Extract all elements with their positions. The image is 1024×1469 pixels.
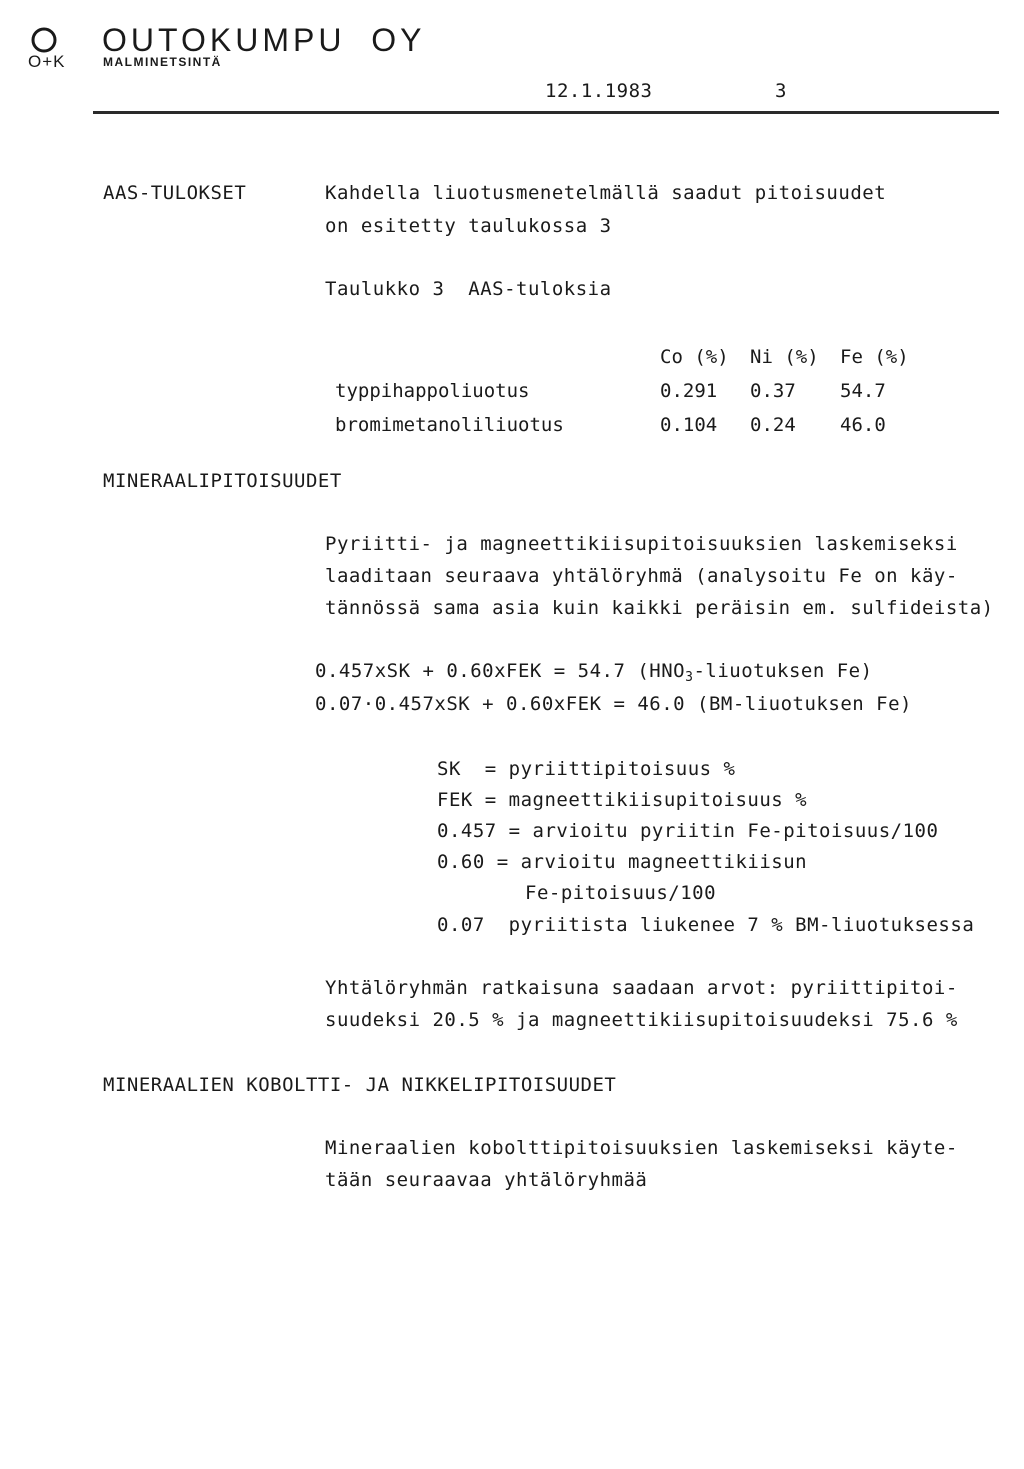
definition-dissolution: 0.07 pyriitista liukenee 7 % BM-liuotuksessa — [437, 914, 975, 936]
aas-heading: AAS-TULOKSET — [103, 182, 247, 204]
equation-1-subscript: 3 — [685, 670, 694, 685]
table-row — [335, 408, 920, 442]
result-line-1: Yhtälöryhmän ratkaisuna saadaan arvot: pyriittipitoi- — [325, 977, 958, 999]
ni-cell: 0.24 — [750, 414, 796, 436]
company-name: OUTOKUMPU OY — [102, 22, 426, 58]
mineral-heading: MINERAALIPITOISUUDET — [103, 470, 342, 492]
definition-fek: FEK = magneettikiisupitoisuus % — [437, 789, 808, 811]
method-cell: bromimetanoliliuotus — [335, 414, 564, 436]
equation-1 — [315, 660, 873, 685]
equation-1-tail: -liuotuksen Fe) — [693, 660, 873, 682]
cobalt-para-line-1: Mineraalien kobolttipitoisuuksien laskemiseksi käyte- — [325, 1137, 958, 1159]
table-header-row — [335, 340, 920, 374]
definition-pyrite-fe: 0.457 = arvioitu pyriitin Fe-pitoisuus/100 — [437, 820, 939, 842]
co-cell: 0.104 — [660, 414, 718, 436]
page-number: 3 — [775, 80, 787, 102]
fe-cell: 46.0 — [840, 414, 886, 436]
mineral-para-line-1: Pyriitti- ja magneettikiisupitoisuuksien laskemiseksi — [325, 533, 958, 555]
definition-pyrrhotite-fe-2: Fe-pitoisuus/100 — [525, 882, 717, 904]
mineral-para-line-2: laaditaan seuraava yhtälöryhmä (analysoitu Fe on käy- — [325, 565, 958, 587]
aas-intro-line-2: on esitetty taulukossa 3 — [325, 215, 612, 237]
aas-intro-line-1: Kahdella liuotusmenetelmällä saadut pitoisuudet — [325, 182, 887, 204]
equation-1-main: 0.457xSK + 0.60xFEK = 54.7 (HNO — [315, 660, 686, 682]
document-date: 12.1.1983 — [545, 80, 653, 102]
co-cell: 0.291 — [660, 380, 718, 402]
method-column-header — [335, 340, 660, 374]
aas-results-table — [335, 340, 920, 442]
header-divider — [93, 111, 999, 114]
method-cell: typpihappoliuotus — [335, 380, 530, 402]
table-row — [335, 374, 920, 408]
cobalt-para-line-2: tään seuraavaa yhtälöryhmää — [325, 1169, 648, 1191]
definition-pyrrhotite-fe-1: 0.60 = arvioitu magneettikiisun — [437, 851, 808, 873]
definition-sk: SK = pyriittipitoisuus % — [437, 758, 736, 780]
result-line-2: suudeksi 20.5 % ja magneettikiisupitoisuudeksi 75.6 % — [325, 1009, 958, 1031]
equation-2: 0.07·0.457xSK + 0.60xFEK = 46.0 (BM-liuotuksen Fe) — [315, 693, 912, 715]
fe-cell: 54.7 — [840, 380, 886, 402]
mineral-para-line-3: tännössä sama asia kuin kaikki peräisin em. sulfideista) — [325, 597, 994, 619]
logo-text: O+K — [28, 52, 66, 71]
ni-cell: 0.37 — [750, 380, 796, 402]
department-name: MALMINETSINTÄ — [103, 55, 222, 69]
cobalt-heading: MINERAALIEN KOBOLTTI- JA NIKKELIPITOISUUDET — [103, 1074, 617, 1096]
fe-column-header: Fe (%) — [840, 346, 909, 368]
co-column-header: Co (%) — [660, 346, 729, 368]
ni-column-header: Ni (%) — [750, 346, 819, 368]
table-caption: Taulukko 3 AAS-tuloksia — [325, 278, 612, 300]
